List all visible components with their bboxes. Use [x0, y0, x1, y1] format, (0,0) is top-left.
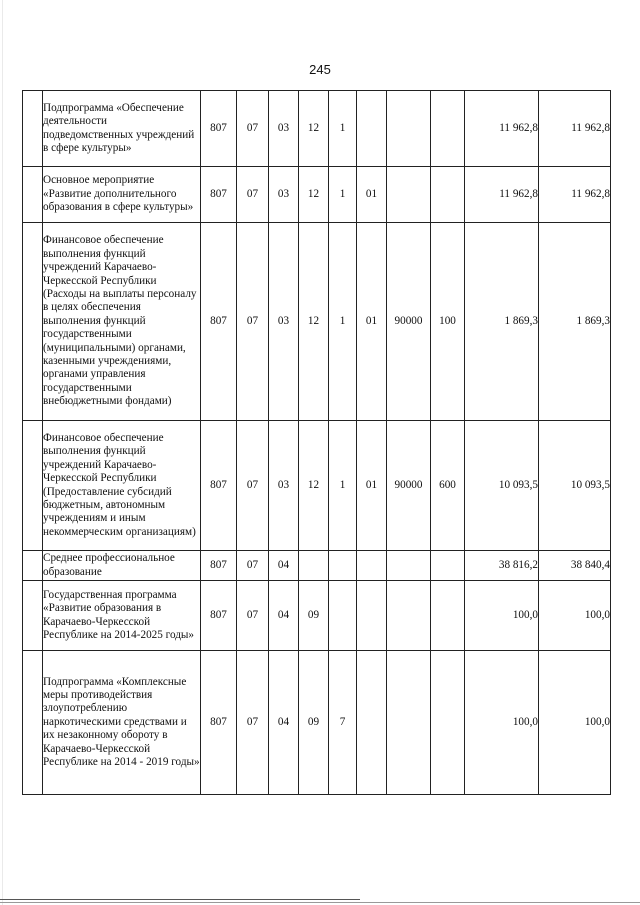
row-marker-cell [23, 651, 43, 795]
code-direction [387, 91, 431, 167]
code-expense-type [431, 167, 465, 223]
code-program: 12 [299, 167, 329, 223]
row-marker-cell [23, 91, 43, 167]
amount-2: 100,0 [539, 651, 611, 795]
row-name: Основное мероприятие «Развитие дополнительного образования в сфере культуры» [43, 167, 201, 223]
bottom-scan-line [0, 899, 360, 900]
code-expense-type [431, 651, 465, 795]
table-row [23, 581, 611, 651]
amount-1: 11 962,8 [465, 91, 539, 167]
amount-1: 100,0 [465, 651, 539, 795]
code-expense-type: 600 [431, 421, 465, 551]
amount-1: 38 816,2 [465, 551, 539, 581]
code-section: 07 [237, 581, 269, 651]
code-subsection: 03 [269, 421, 299, 551]
amount-2: 11 962,8 [539, 91, 611, 167]
code-event: 01 [357, 223, 387, 421]
budget-table [22, 90, 611, 795]
code-event: 01 [357, 421, 387, 551]
code-ministry: 807 [201, 167, 237, 223]
table-row [23, 91, 611, 167]
code-ministry: 807 [201, 223, 237, 421]
table-row [23, 421, 611, 551]
code-subsection: 04 [269, 551, 299, 581]
code-ministry: 807 [201, 551, 237, 581]
code-subsection: 03 [269, 91, 299, 167]
code-expense-type: 100 [431, 223, 465, 421]
code-subprogram [329, 551, 357, 581]
code-subprogram: 1 [329, 91, 357, 167]
code-direction [387, 167, 431, 223]
row-marker-cell [23, 223, 43, 421]
code-event [357, 581, 387, 651]
code-section: 07 [237, 167, 269, 223]
amount-2: 38 840,4 [539, 551, 611, 581]
code-subprogram: 7 [329, 651, 357, 795]
row-marker-cell [23, 551, 43, 581]
page-number: 245 [309, 62, 331, 77]
row-name: Финансовое обеспечение выполнения функций учреждений Карачаево-Черкесской Республики (Предоставление субсидий бюджетным, автономным учреждениям и иным некоммерческим организациям) [43, 421, 201, 551]
row-marker-cell [23, 421, 43, 551]
row-name: Государственная программа «Развитие образования в Карачаево-Черкесской Республике на 2014-2025 годы» [43, 581, 201, 651]
code-program: 12 [299, 91, 329, 167]
amount-1: 11 962,8 [465, 167, 539, 223]
amount-2: 1 869,3 [539, 223, 611, 421]
code-ministry: 807 [201, 581, 237, 651]
code-subsection: 03 [269, 167, 299, 223]
code-subprogram: 1 [329, 421, 357, 551]
amount-2: 11 962,8 [539, 167, 611, 223]
code-direction: 90000 [387, 421, 431, 551]
code-ministry: 807 [201, 651, 237, 795]
code-subprogram [329, 581, 357, 651]
amount-1: 100,0 [465, 581, 539, 651]
code-direction [387, 581, 431, 651]
amount-1: 1 869,3 [465, 223, 539, 421]
code-section: 07 [237, 651, 269, 795]
code-subsection: 03 [269, 223, 299, 421]
code-ministry: 807 [201, 421, 237, 551]
code-expense-type [431, 91, 465, 167]
code-program: 09 [299, 581, 329, 651]
row-name: Финансовое обеспечение выполнения функций учреждений Карачаево-Черкесской Республики (Расходы на выплаты персоналу в целях обеспечения выполнения функций государственными (муниципальными) органами, казенными учреждениями, органами управления государственными внебюджетными фондами) [43, 223, 201, 421]
table-row [23, 167, 611, 223]
code-section: 07 [237, 421, 269, 551]
code-direction [387, 551, 431, 581]
code-section: 07 [237, 223, 269, 421]
code-program: 09 [299, 651, 329, 795]
code-event [357, 91, 387, 167]
code-ministry: 807 [201, 91, 237, 167]
code-event: 01 [357, 167, 387, 223]
row-marker-cell [23, 167, 43, 223]
table-row [23, 551, 611, 581]
code-expense-type [431, 581, 465, 651]
amount-1: 10 093,5 [465, 421, 539, 551]
amount-2: 10 093,5 [539, 421, 611, 551]
scan-edge [2, 0, 3, 905]
code-subsection: 04 [269, 651, 299, 795]
code-program: 12 [299, 223, 329, 421]
code-program [299, 551, 329, 581]
code-direction [387, 651, 431, 795]
amount-2: 100,0 [539, 581, 611, 651]
code-subprogram: 1 [329, 223, 357, 421]
code-subprogram: 1 [329, 167, 357, 223]
code-section: 07 [237, 551, 269, 581]
code-expense-type [431, 551, 465, 581]
code-subsection: 04 [269, 581, 299, 651]
code-section: 07 [237, 91, 269, 167]
code-direction: 90000 [387, 223, 431, 421]
table-row [23, 223, 611, 421]
row-name: Подпрограмма «Обеспечение деятельности подведомственных учреждений в сфере культуры» [43, 91, 201, 167]
code-event [357, 551, 387, 581]
row-name: Среднее профессиональное образование [43, 551, 201, 581]
bottom-scan-line [0, 902, 640, 903]
row-name: Подпрограмма «Комплексные меры противодействия злоупотреблению наркотическими средствами и их незаконному обороту в Карачаево-Черкесской Республике на 2014 - 2019 годы» [43, 651, 201, 795]
code-program: 12 [299, 421, 329, 551]
code-event [357, 651, 387, 795]
row-marker-cell [23, 581, 43, 651]
table-row [23, 651, 611, 795]
